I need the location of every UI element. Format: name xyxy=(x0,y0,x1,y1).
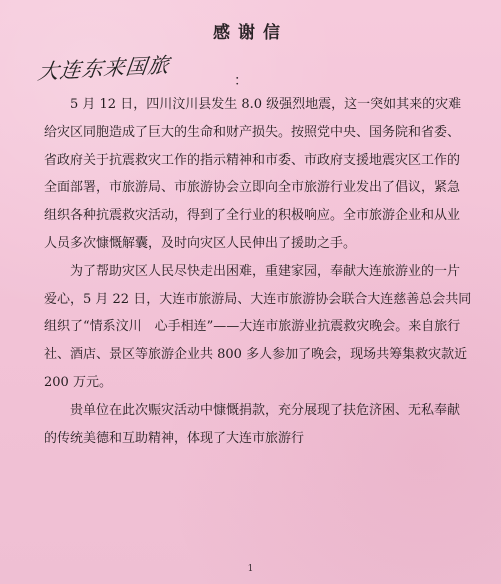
letter-title: 感谢信 xyxy=(213,23,288,43)
page-number: 1 xyxy=(247,564,254,574)
handwritten-recipient: 大连东来国旅 xyxy=(36,53,172,85)
body-paragraph-1: 5 月 12 日，四川汶川县发生 8.0 级强烈地震，这一突如其来的灾难给灾区同胞造成了巨大的生命和财产损失。按照党中央、国务院和省委、省政府关于抗震救灾工作的指示精神和市委、市政府支援地震灾区工作的全面部署，市旅游局、市旅游协会立即向全市旅游行业发出了倡议，紧急组织各种抗震救灾活动，得到了全行业的积极响应。全市旅游企业和从业人员多次慷慨解囊，及时向灾区人民伸出了援助之手。 xyxy=(44,97,462,251)
salutation-line xyxy=(36,53,478,92)
body-paragraph-2: 为了帮助灾区人民尽快走出困难，重建家园，奉献大连旅游业的一片爱心，5 月 22 日，大连市旅游局、大连市旅游协会联合大连慈善总会共同组织了“情系汶川 心手相连”——大连市旅游业抗震救灾晚会。来自旅行社、酒店、景区等旅游企业共 800 多人参加了晚会，现场共筹集救灾款近 200 万元。 xyxy=(44,263,472,390)
salutation-colon: ： xyxy=(234,73,248,89)
body-paragraph-3: 贵单位在此次赈灾活动中慷慨捐款，充分展现了扶危济困、无私奉献的传统美德和互助精神，体现了大连市旅游行 xyxy=(44,402,461,446)
letter-body xyxy=(44,91,472,452)
